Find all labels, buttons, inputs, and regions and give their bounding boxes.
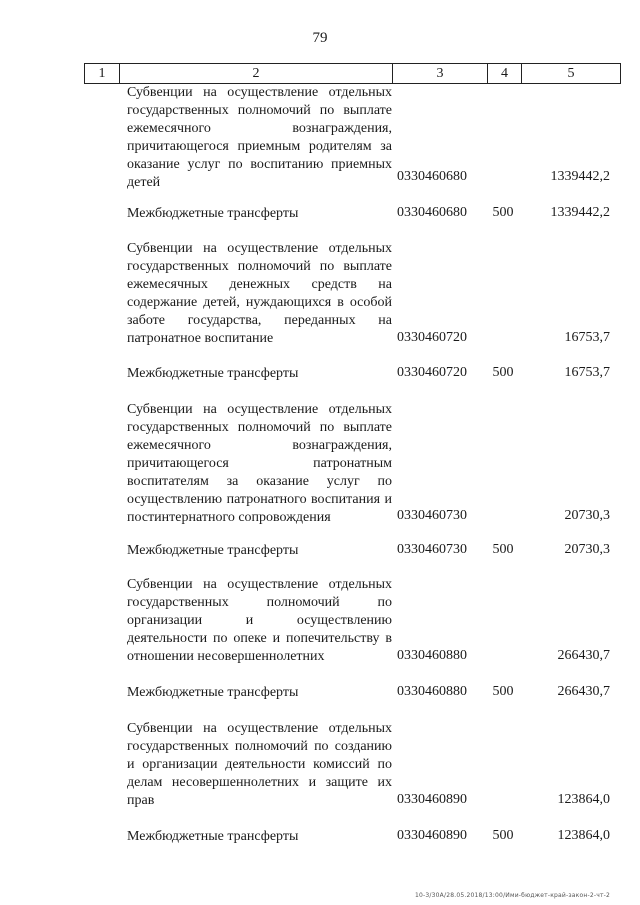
row-description: Субвенции на осуществление отдельных государственных полномочий по выплате ежемесячного вознаграждения, причитающегося патронатным воспитателям за оказание услуг по осуществлению патронатного воспитания и постинтернатного сопровождения xyxy=(127,402,392,525)
row-amount: 16753,7 xyxy=(564,365,610,380)
column-header-5: 5 xyxy=(567,66,575,81)
row-code: 0330460680 xyxy=(397,169,467,184)
row-amount: 1339442,2 xyxy=(550,205,610,220)
row-amount: 16753,7 xyxy=(564,330,610,345)
row-amount: 1339442,2 xyxy=(550,169,610,184)
row-code: 0330460880 xyxy=(397,684,467,699)
row-description: Межбюджетные трансферты xyxy=(127,829,299,844)
row-code: 0330460720 xyxy=(397,330,467,345)
row-amount: 20730,3 xyxy=(564,508,610,523)
row-code: 0330460880 xyxy=(397,648,467,663)
row-type: 500 xyxy=(492,828,514,843)
row-amount: 20730,3 xyxy=(564,542,610,557)
row-code: 0330460720 xyxy=(397,365,467,380)
column-header-4: 4 xyxy=(488,64,522,83)
row-type: 500 xyxy=(492,542,514,557)
column-header-3: 3 xyxy=(393,64,488,83)
footer-stamp: 10-3/30А/28.05.2018/13:00/Ими-бюджет-край-закон-2-чт-2 xyxy=(415,892,611,899)
row-amount: 266430,7 xyxy=(557,648,610,663)
row-description: Межбюджетные трансферты xyxy=(127,685,299,700)
row-description: Субвенции на осуществление отдельных государственных полномочий по созданию и организации деятельности комиссий по делам несовершеннолетних и защите их прав xyxy=(127,721,392,808)
row-code: 0330460730 xyxy=(397,508,467,523)
row-type: 500 xyxy=(492,365,514,380)
row-code: 0330460680 xyxy=(397,205,467,220)
row-type: 500 xyxy=(492,684,514,699)
row-amount: 123864,0 xyxy=(557,828,610,843)
row-code: 0330460890 xyxy=(397,792,467,807)
row-amount: 266430,7 xyxy=(557,684,610,699)
column-header-2: 2 xyxy=(120,64,393,83)
row-description: Межбюджетные трансферты xyxy=(127,366,299,381)
row-description: Межбюджетные трансферты xyxy=(127,543,299,558)
column-header-1: 1 xyxy=(85,64,120,83)
row-description: Субвенции на осуществление отдельных государственных полномочий по выплате ежемесячного вознаграждения, причитающегося приемным родителям за оказание услуг по воспитанию приемных детей xyxy=(127,85,392,190)
row-type: 500 xyxy=(492,205,514,220)
table-header xyxy=(84,63,621,84)
page-number: 79 xyxy=(312,30,328,46)
row-code: 0330460890 xyxy=(397,828,467,843)
row-description: Межбюджетные трансферты xyxy=(127,206,299,221)
row-code: 0330460730 xyxy=(397,542,467,557)
row-description: Субвенции на осуществление отдельных государственных полномочий по организации и осуществлению деятельности по опеке и попечительству в отношении несовершеннолетних xyxy=(127,577,392,664)
row-description: Субвенции на осуществление отдельных государственных полномочий по выплате ежемесячных денежных средств на содержание детей, нуждающихся в особой заботе государства, переданных на патронатное воспитание xyxy=(127,241,392,346)
row-amount: 123864,0 xyxy=(557,792,610,807)
